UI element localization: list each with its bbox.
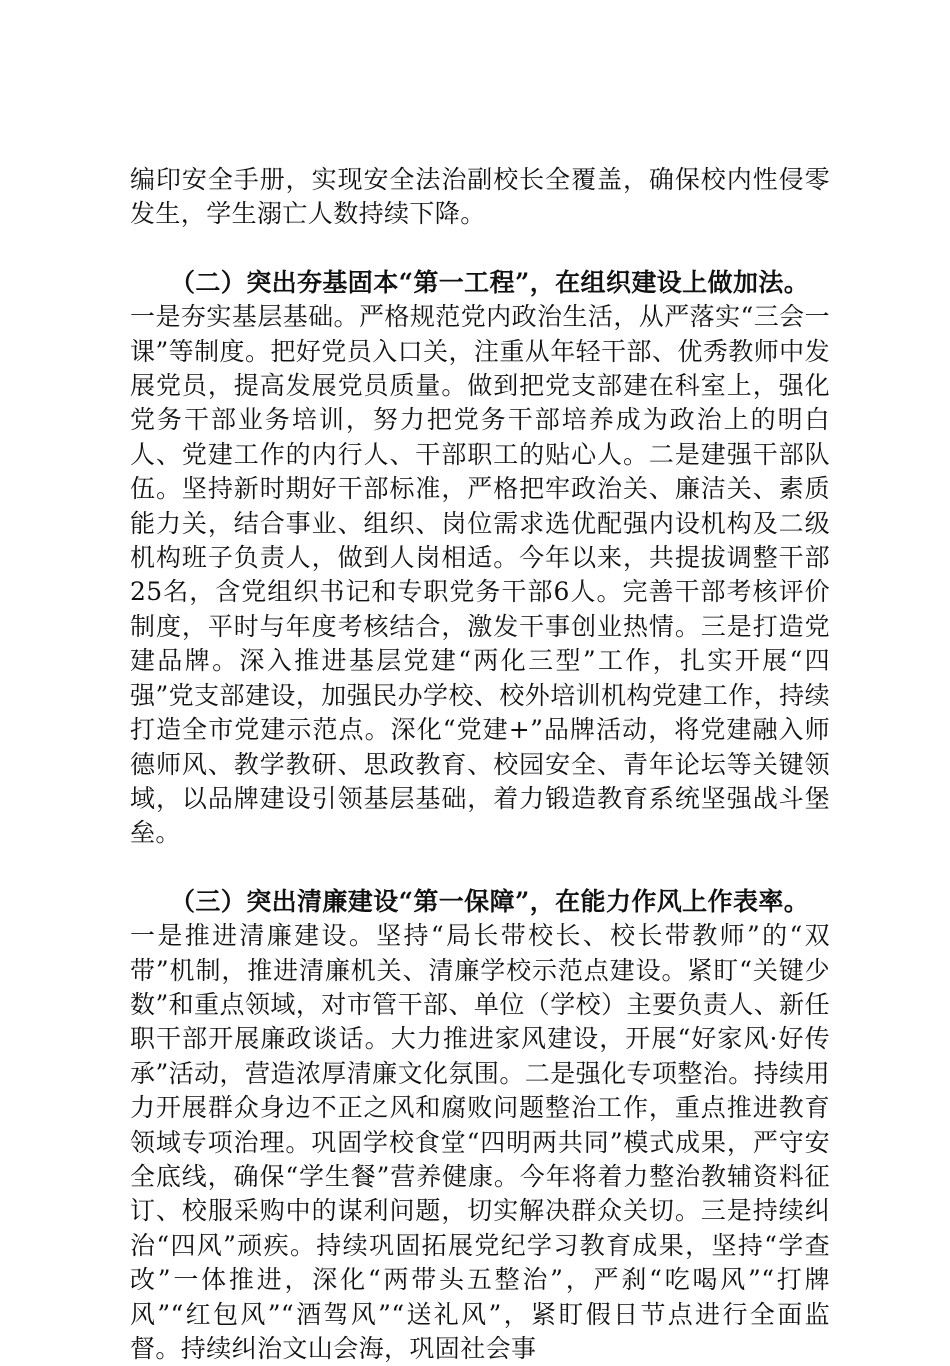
paragraph-gap: [130, 851, 830, 885]
document-content: [130, 163, 830, 1366]
paragraph-gap: [130, 232, 830, 266]
section-3-heading: （三）突出清廉建设“第一保障”，在能力作风上作表率。: [170, 886, 810, 916]
section-2-heading: （二）突出夯基固本“第一工程”，在组织建设上做加法。: [170, 267, 810, 297]
section-2-body: 一是夯实基层基础。严格规范党内政治生活，从严落实“三会一课”等制度。把好党员入口关，注重从年轻干部、优秀教师中发展党员，提高发展党员质量。做到把党支部建在科室上，强化党务干部业务培训，努力把党务干部培养成为政治上的明白人、党建工作的内行人、干部职工的贴心人。二是建强干部队伍。坚持新时期好干部标准，严格把牢政治关、廉洁关、素质能力关，结合事业、组织、岗位需求选优配强内设机构及二级机构班子负责人，做到人岗相适。今年以来，共提拔调整干部25名，含党组织书记和专职党务干部6人。完善干部考核评价制度，平时与年度考核结合，激发干事创业热情。三是打造党建品牌。深入推进基层党建“两化三型”工作，扎实开展“四强”党支部建设，加强民办学校、校外培训机构党建工作，持续打造全市党建示范点。深化“党建+”品牌活动，将党建融入师德师风、教学教研、思政教育、校园安全、青年论坛等关键领域，以品牌建设引领基层基础，着力锻造教育系统坚强战斗堡垒。: [130, 302, 830, 848]
section-3-body: 一是推进清廉建设。坚持“局长带校长、校长带教师”的“双带”机制，推进清廉机关、清廉学校示范点建设。紧盯“关键少数”和重点领域，对市管干部、单位（学校）主要负责人、新任职干部开展廉政谈话。大力推进家风建设，开展“好家风·好传承”活动，营造浓厚清廉文化氛围。二是强化专项整治。持续用力开展群众身边不正之风和腐败问题整治工作，重点推进教育领域专项治理。巩固学校食堂“四明两共同”模式成果，严守安全底线，确保“学生餐”营养健康。今年将着力整治教辅资料征订、校服采购中的谋利问题，切实解决群众关切。三是持续纠治“四风”顽疾。持续巩固拓展党纪学习教育成果，坚持“学查改”一体推进，深化“两带头五整治”，严刹“吃喝风”“打牌风”“红包风”“酒驾风”“送礼风”，紧盯假日节点进行全面监督。持续纠治文山会海，巩固社会事: [130, 921, 830, 1363]
intro-paragraph: 编印安全手册，实现安全法治副校长全覆盖，确保校内性侵零发生，学生溺亡人数持续下降。: [130, 165, 830, 229]
